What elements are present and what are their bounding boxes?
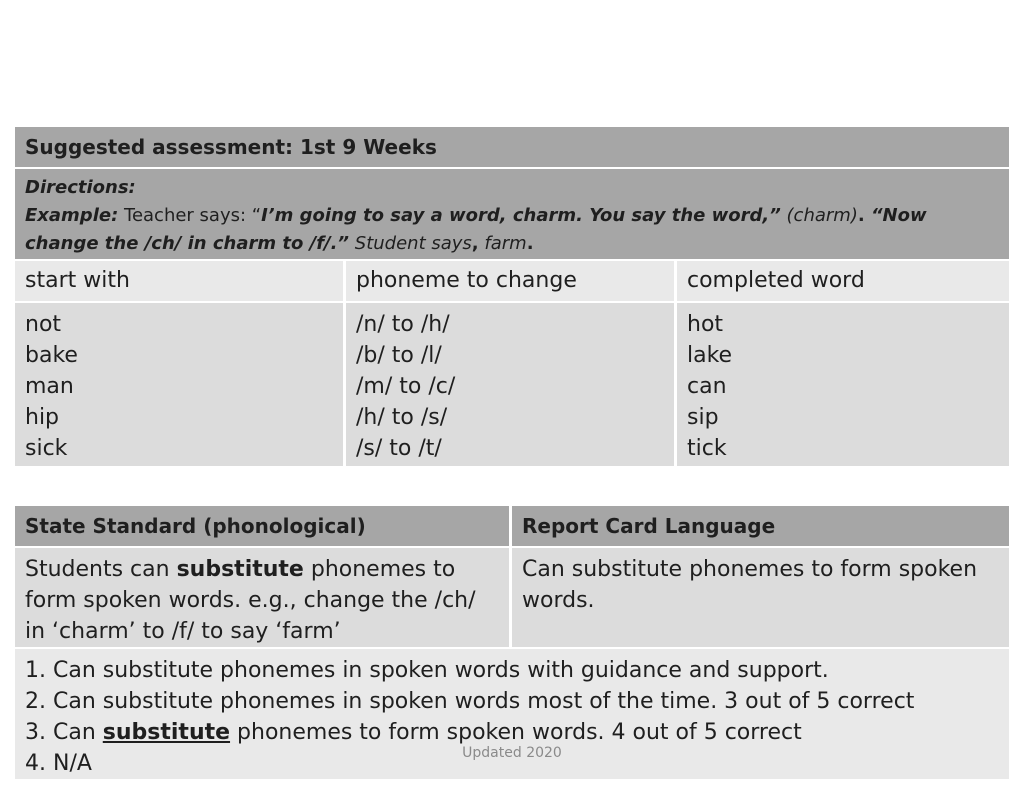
period: . (526, 233, 534, 254)
list-item: lake (687, 343, 733, 368)
list-item: /h/ to /s/ (356, 405, 448, 430)
level-3-bold: substitute (102, 720, 231, 745)
completed-words-cell (677, 303, 1009, 466)
list-item: sip (687, 405, 719, 430)
level-2: 2. Can substitute phonemes in spoken words most of the time. 3 out of 5 correct (25, 689, 915, 714)
report-text-cell: Can substitute phonemes to form spoken words. (512, 548, 1009, 649)
level-4: 4. N/A (25, 751, 92, 776)
standard-text-after: phonemes to form spoken words. e.g., change the /ch/ in ‘charm’ to /f/ to say ‘farm’ (25, 557, 476, 644)
directions-label: Directions: (25, 177, 136, 198)
list-item: hip (25, 405, 60, 430)
level-3 (25, 717, 999, 748)
list-item: hot (687, 312, 724, 337)
standard-table (15, 506, 1009, 779)
list-item: man (25, 374, 74, 399)
level-3-after: phonemes to form spoken words. 4 out of 5 correct (230, 720, 802, 745)
assessment-table (15, 127, 1009, 466)
charm-paren: (charm) (786, 205, 858, 226)
period-space: . (857, 205, 871, 226)
updated-footer: Updated 2020 (462, 745, 562, 761)
col-start-with: start with (15, 261, 346, 303)
directions-cell (15, 169, 1009, 261)
level-3-before: 3. Can (25, 720, 103, 745)
teacher-says: Teacher says: “ (124, 205, 262, 226)
teacher-quote: I’m going to say a word, charm. You say the word,” (261, 205, 781, 226)
phoneme-changes-cell (346, 303, 677, 466)
standard-bold-word: substitute (176, 557, 304, 582)
list-item: can (687, 374, 727, 399)
list-item: not (25, 312, 62, 337)
start-words-cell (15, 303, 346, 466)
level-1: 1. Can substitute phonemes in spoken words with guidance and support. (25, 658, 829, 683)
list-item: /s/ to /t/ (356, 436, 442, 461)
farm-word: farm (484, 233, 527, 254)
state-standard-header: State Standard (phonological) (15, 506, 512, 548)
report-card-header: Report Card Language (512, 506, 1009, 548)
list-item: tick (687, 436, 727, 461)
list-item: /b/ to /l/ (356, 343, 442, 368)
col-phoneme-change: phoneme to change (346, 261, 677, 303)
list-item: /n/ to /h/ (356, 312, 450, 337)
standard-text-before: Students can (25, 557, 177, 582)
list-item: sick (25, 436, 68, 461)
list-item: /m/ to /c/ (356, 374, 456, 399)
comma: , (471, 233, 479, 254)
assessment-title: Suggested assessment: 1st 9 Weeks (15, 127, 1009, 169)
col-completed-word: completed word (677, 261, 1009, 303)
student-says: Student says (354, 233, 472, 254)
example-label: Example: (25, 205, 119, 226)
standard-text-cell (15, 548, 512, 649)
change-quote: “Now change the /ch/ in charm to /f/.” (25, 205, 927, 254)
list-item: bake (25, 343, 78, 368)
